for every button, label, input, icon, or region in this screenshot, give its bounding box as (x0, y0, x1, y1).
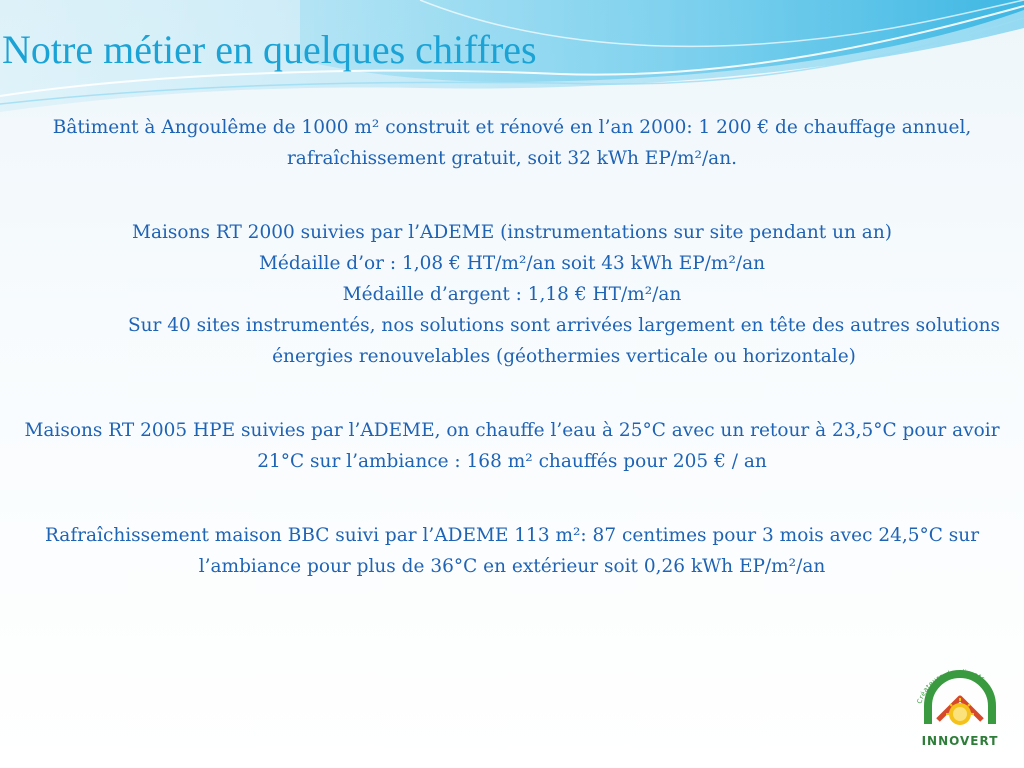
paragraph-gold-medal: Médaille d’or : 1,08 € HT/m²/an soit 43 kWh EP/m²/an (258, 253, 766, 274)
slide-body (14, 112, 1010, 582)
slide-title: Notre métier en quelques chiffres (2, 27, 537, 72)
paragraph-angouleme: Bâtiment à Angoulême de 1000 m² construit et rénové en l’an 2000: 1 200 € de chauffage annuel, rafraîchissement gratuit, soit 32 kWh EP/m²/an. (52, 117, 972, 169)
paragraph-rt2000: Maisons RT 2000 suivies par l’ADEME (instrumentations sur site pendant un an) (132, 222, 892, 243)
logo-arc-text: Créateurs de climats (915, 667, 987, 705)
paragraph-bbc: Rafraîchissement maison BBC suivi par l’ADEME 113 m²: 87 centimes pour 3 mois avec 24,5°C sur l’ambiance pour plus de 36°C en extérieur soit 0,26 kWh EP/m²/an (44, 525, 980, 577)
innovert-logo (906, 654, 1014, 754)
paragraph-sites-instrumented: Sur 40 sites instrumentés, nos solutions sont arrivées largement en tête des autres solutions énergies renouvelables (géothermies verticale ou horizontale) (127, 315, 1001, 367)
paragraph-silver-medal: Médaille d’argent : 1,18 € HT/m²/an (342, 284, 682, 305)
paragraph-rt2005: Maisons RT 2005 HPE suivies par l’ADEME, on chauffe l’eau à 25°C avec un retour à 23,5°C pour avoir 21°C sur l’ambiance : 168 m² chauffés pour 205 € / an (24, 420, 1000, 472)
logo-wordmark: INNOVERT (921, 734, 999, 748)
